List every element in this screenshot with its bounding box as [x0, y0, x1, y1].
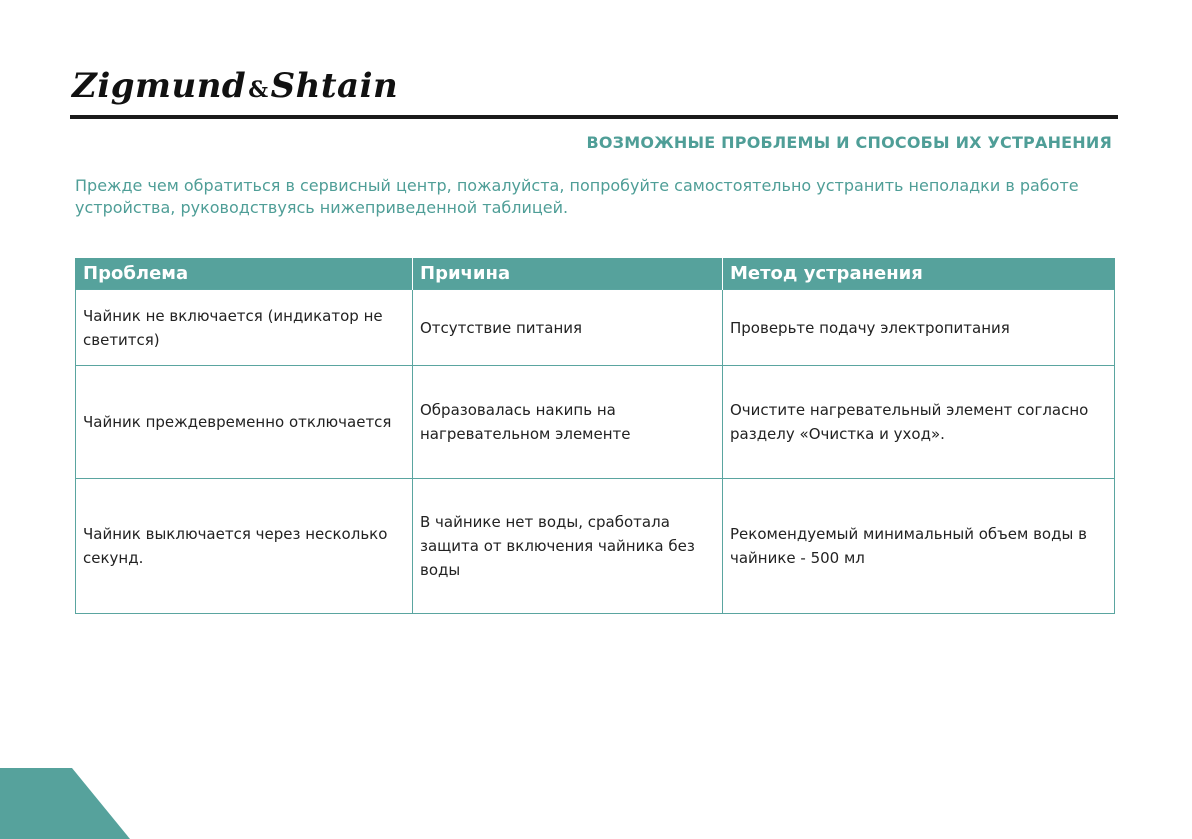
- cell-cause: Отсутствие питания: [413, 290, 723, 366]
- header-solution: Метод устранения: [723, 258, 1115, 290]
- troubleshooting-table: [75, 258, 1115, 614]
- cell-problem: Чайник не включается (индикатор не светится): [76, 290, 413, 366]
- brand-logo: [72, 66, 398, 110]
- table-row: [76, 479, 1115, 614]
- table-row: [76, 366, 1115, 479]
- brand-name-part-2: Shtain: [270, 66, 399, 106]
- cell-solution: Проверьте подачу электропитания: [723, 290, 1115, 366]
- corner-shape: [0, 768, 130, 839]
- corner-decoration: [0, 768, 130, 839]
- header-divider: [70, 115, 1118, 119]
- table-row: [76, 290, 1115, 366]
- brand-name-part-1: Zigmund: [72, 66, 247, 106]
- cell-cause: В чайнике нет воды, сработала защита от включения чайника без воды: [413, 479, 723, 614]
- cell-problem: Чайник преждевременно отключается: [76, 366, 413, 479]
- cell-solution: Очистите нагревательный элемент согласно разделу «Очистка и уход».: [723, 366, 1115, 479]
- cell-problem: Чайник выключается через несколько секунд.: [76, 479, 413, 614]
- brand-ampersand: &: [248, 77, 269, 103]
- header-problem: Проблема: [76, 258, 413, 290]
- cell-cause: Образовалась накипь на нагревательном элементе: [413, 366, 723, 479]
- header-cause: Причина: [413, 258, 723, 290]
- intro-paragraph: Прежде чем обратиться в сервисный центр, пожалуйста, попробуйте самостоятельно устранить неполадки в работе устройства, руководствуясь нижеприведенной таблицей.: [75, 176, 1079, 217]
- cell-solution: Рекомендуемый минимальный объем воды в чайнике - 500 мл: [723, 479, 1115, 614]
- table-header-row: [76, 258, 1115, 290]
- section-title: ВОЗМОЖНЫЕ ПРОБЛЕМЫ И СПОСОБЫ ИХ УСТРАНЕНИЯ: [586, 133, 1112, 152]
